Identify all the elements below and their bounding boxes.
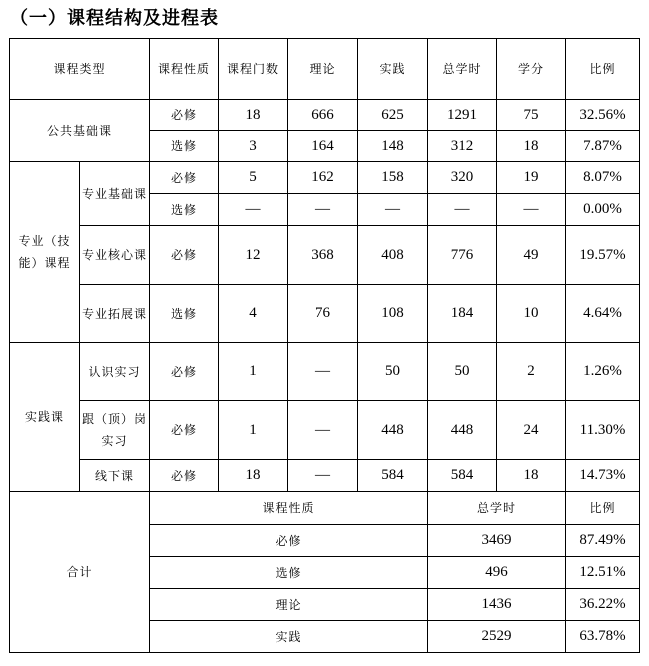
cell-hours: — bbox=[428, 194, 497, 226]
cell-theory: — bbox=[288, 343, 358, 401]
course-structure-table bbox=[9, 38, 640, 653]
cell-nature: 必修 bbox=[150, 162, 219, 194]
summary-header-nature: 课程性质 bbox=[150, 492, 428, 525]
summary-hours: 3469 bbox=[428, 525, 566, 557]
summary-ratio: 36.22% bbox=[566, 589, 640, 621]
cell-hours: 312 bbox=[428, 131, 497, 162]
summary-label: 必修 bbox=[150, 525, 428, 557]
cell-theory: 76 bbox=[288, 285, 358, 343]
cell-count: 18 bbox=[219, 100, 288, 131]
table-row bbox=[10, 226, 640, 285]
cell-nature: 必修 bbox=[150, 226, 219, 285]
summary-hours: 2529 bbox=[428, 621, 566, 653]
cell-practice: 625 bbox=[358, 100, 428, 131]
cell-nature: 必修 bbox=[150, 401, 219, 460]
header-ratio: 比例 bbox=[566, 39, 640, 100]
header-practice: 实践 bbox=[358, 39, 428, 100]
cell-hours: 50 bbox=[428, 343, 497, 401]
cell-ratio: 0.00% bbox=[566, 194, 640, 226]
cell-count: 5 bbox=[219, 162, 288, 194]
cell-nature: 选修 bbox=[150, 131, 219, 162]
cell-practice: 584 bbox=[358, 460, 428, 492]
cell-ratio: 8.07% bbox=[566, 162, 640, 194]
category-practical: 实践课 bbox=[10, 343, 80, 492]
sub-internship: 跟（顶）岗实习 bbox=[80, 401, 150, 460]
page-title: （一）课程结构及进程表 bbox=[10, 8, 219, 29]
cell-hours: 320 bbox=[428, 162, 497, 194]
cell-practice: 108 bbox=[358, 285, 428, 343]
sub-basic: 专业基础课 bbox=[80, 162, 150, 226]
cell-theory: — bbox=[288, 194, 358, 226]
cell-credits: 19 bbox=[497, 162, 566, 194]
cell-credits: 49 bbox=[497, 226, 566, 285]
summary-hours: 496 bbox=[428, 557, 566, 589]
cell-ratio: 32.56% bbox=[566, 100, 640, 131]
cell-hours: 776 bbox=[428, 226, 497, 285]
cell-theory: — bbox=[288, 401, 358, 460]
category-professional: 专业（技能）课程 bbox=[10, 162, 80, 343]
cell-count: 4 bbox=[219, 285, 288, 343]
category-summary: 合计 bbox=[10, 492, 150, 653]
summary-hours: 1436 bbox=[428, 589, 566, 621]
summary-ratio: 63.78% bbox=[566, 621, 640, 653]
header-total-hours: 总学时 bbox=[428, 39, 497, 100]
cell-ratio: 1.26% bbox=[566, 343, 640, 401]
sub-extension: 专业拓展课 bbox=[80, 285, 150, 343]
header-course-type: 课程类型 bbox=[10, 39, 150, 100]
cell-hours: 1291 bbox=[428, 100, 497, 131]
cell-count: — bbox=[219, 194, 288, 226]
table-row bbox=[10, 100, 640, 131]
summary-ratio: 12.51% bbox=[566, 557, 640, 589]
cell-practice: 158 bbox=[358, 162, 428, 194]
table-row bbox=[10, 162, 640, 194]
sub-offline: 线下课 bbox=[80, 460, 150, 492]
summary-label: 选修 bbox=[150, 557, 428, 589]
cell-ratio: 11.30% bbox=[566, 401, 640, 460]
table-row bbox=[10, 285, 640, 343]
cell-credits: 24 bbox=[497, 401, 566, 460]
cell-credits: — bbox=[497, 194, 566, 226]
cell-credits: 2 bbox=[497, 343, 566, 401]
table-row bbox=[10, 343, 640, 401]
cell-theory: 164 bbox=[288, 131, 358, 162]
cell-theory: 162 bbox=[288, 162, 358, 194]
cell-practice: — bbox=[358, 194, 428, 226]
cell-credits: 75 bbox=[497, 100, 566, 131]
summary-header-row bbox=[10, 492, 640, 525]
cell-practice: 408 bbox=[358, 226, 428, 285]
cell-ratio: 7.87% bbox=[566, 131, 640, 162]
cell-ratio: 4.64% bbox=[566, 285, 640, 343]
cell-credits: 18 bbox=[497, 131, 566, 162]
header-theory: 理论 bbox=[288, 39, 358, 100]
cell-hours: 448 bbox=[428, 401, 497, 460]
table-row bbox=[10, 460, 640, 492]
cell-practice: 148 bbox=[358, 131, 428, 162]
cell-theory: 368 bbox=[288, 226, 358, 285]
cell-practice: 448 bbox=[358, 401, 428, 460]
cell-credits: 18 bbox=[497, 460, 566, 492]
cell-nature: 选修 bbox=[150, 194, 219, 226]
summary-label: 理论 bbox=[150, 589, 428, 621]
header-course-count: 课程门数 bbox=[219, 39, 288, 100]
cell-count: 3 bbox=[219, 131, 288, 162]
cell-hours: 184 bbox=[428, 285, 497, 343]
cell-count: 1 bbox=[219, 401, 288, 460]
cell-theory: 666 bbox=[288, 100, 358, 131]
cell-practice: 50 bbox=[358, 343, 428, 401]
table-row bbox=[10, 401, 640, 460]
header-course-nature: 课程性质 bbox=[150, 39, 219, 100]
summary-header-ratio: 比例 bbox=[566, 492, 640, 525]
cell-nature: 必修 bbox=[150, 460, 219, 492]
cell-hours: 584 bbox=[428, 460, 497, 492]
cell-credits: 10 bbox=[497, 285, 566, 343]
cell-theory: — bbox=[288, 460, 358, 492]
header-credits: 学分 bbox=[497, 39, 566, 100]
summary-header-hours: 总学时 bbox=[428, 492, 566, 525]
cell-ratio: 14.73% bbox=[566, 460, 640, 492]
sub-cognition: 认识实习 bbox=[80, 343, 150, 401]
cell-count: 18 bbox=[219, 460, 288, 492]
cell-nature: 必修 bbox=[150, 100, 219, 131]
sub-core: 专业核心课 bbox=[80, 226, 150, 285]
cell-ratio: 19.57% bbox=[566, 226, 640, 285]
cell-count: 12 bbox=[219, 226, 288, 285]
category-public: 公共基础课 bbox=[10, 100, 150, 162]
summary-label: 实践 bbox=[150, 621, 428, 653]
cell-nature: 选修 bbox=[150, 285, 219, 343]
cell-count: 1 bbox=[219, 343, 288, 401]
cell-nature: 必修 bbox=[150, 343, 219, 401]
header-row bbox=[10, 39, 640, 100]
summary-ratio: 87.49% bbox=[566, 525, 640, 557]
